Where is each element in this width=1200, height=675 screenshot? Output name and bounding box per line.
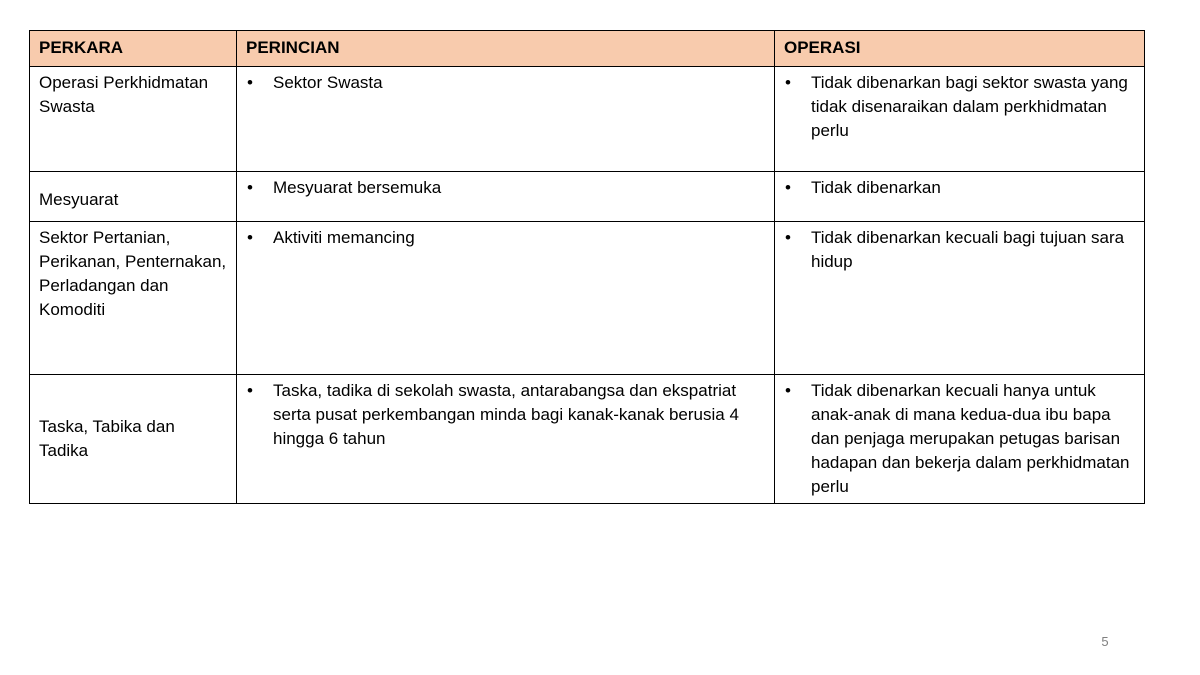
perkara-cell: Operasi Perkhidmatan Swasta (30, 67, 237, 172)
table-row (30, 222, 1145, 375)
table-row (30, 375, 1145, 504)
operasi-bullet: • Tidak dibenarkan bagi sektor swasta yang tidak disenaraikan dalam perkhidmatan perlu (784, 71, 1136, 143)
perincian-cell (237, 222, 775, 375)
perkara-cell: Mesyuarat (30, 172, 237, 222)
table-header-row (30, 31, 1145, 67)
header-operasi: OPERASI (775, 31, 1145, 67)
perincian-bullet: • Aktiviti memancing (246, 226, 766, 250)
header-perkara: PERKARA (30, 31, 237, 67)
operasi-cell (775, 375, 1145, 504)
table-row (30, 67, 1145, 172)
perkara-cell: Taska, Tabika dan Tadika (30, 375, 237, 504)
operasi-cell (775, 222, 1145, 375)
page-number: 5 (1101, 634, 1109, 649)
operasi-cell (775, 67, 1145, 172)
perincian-cell (237, 172, 775, 222)
perincian-cell (237, 375, 775, 504)
table-row (30, 172, 1145, 222)
operasi-bullet: • Tidak dibenarkan kecuali hanya untuk anak-anak di mana kedua-dua ibu bapa dan penjaga merupakan petugas barisan hadapan dan bekerja dalam perkhidmatan perlu (784, 379, 1136, 499)
operasi-bullet: • Tidak dibenarkan (784, 176, 1136, 200)
operasi-bullet: • Tidak dibenarkan kecuali bagi tujuan sara hidup (784, 226, 1136, 274)
perkara-cell: Sektor Pertanian, Perikanan, Penternakan, Perladangan dan Komoditi (30, 222, 237, 375)
perincian-bullet: • Taska, tadika di sekolah swasta, antarabangsa dan ekspatriat serta pusat perkembangan minda bagi kanak-kanak berusia 4 hingga 6 tahun (246, 379, 766, 451)
perincian-bullet: • Mesyuarat bersemuka (246, 176, 766, 200)
header-perincian: PERINCIAN (237, 31, 775, 67)
perincian-cell (237, 67, 775, 172)
perincian-bullet: • Sektor Swasta (246, 71, 766, 95)
operasi-cell (775, 172, 1145, 222)
regulation-table (29, 30, 1145, 504)
